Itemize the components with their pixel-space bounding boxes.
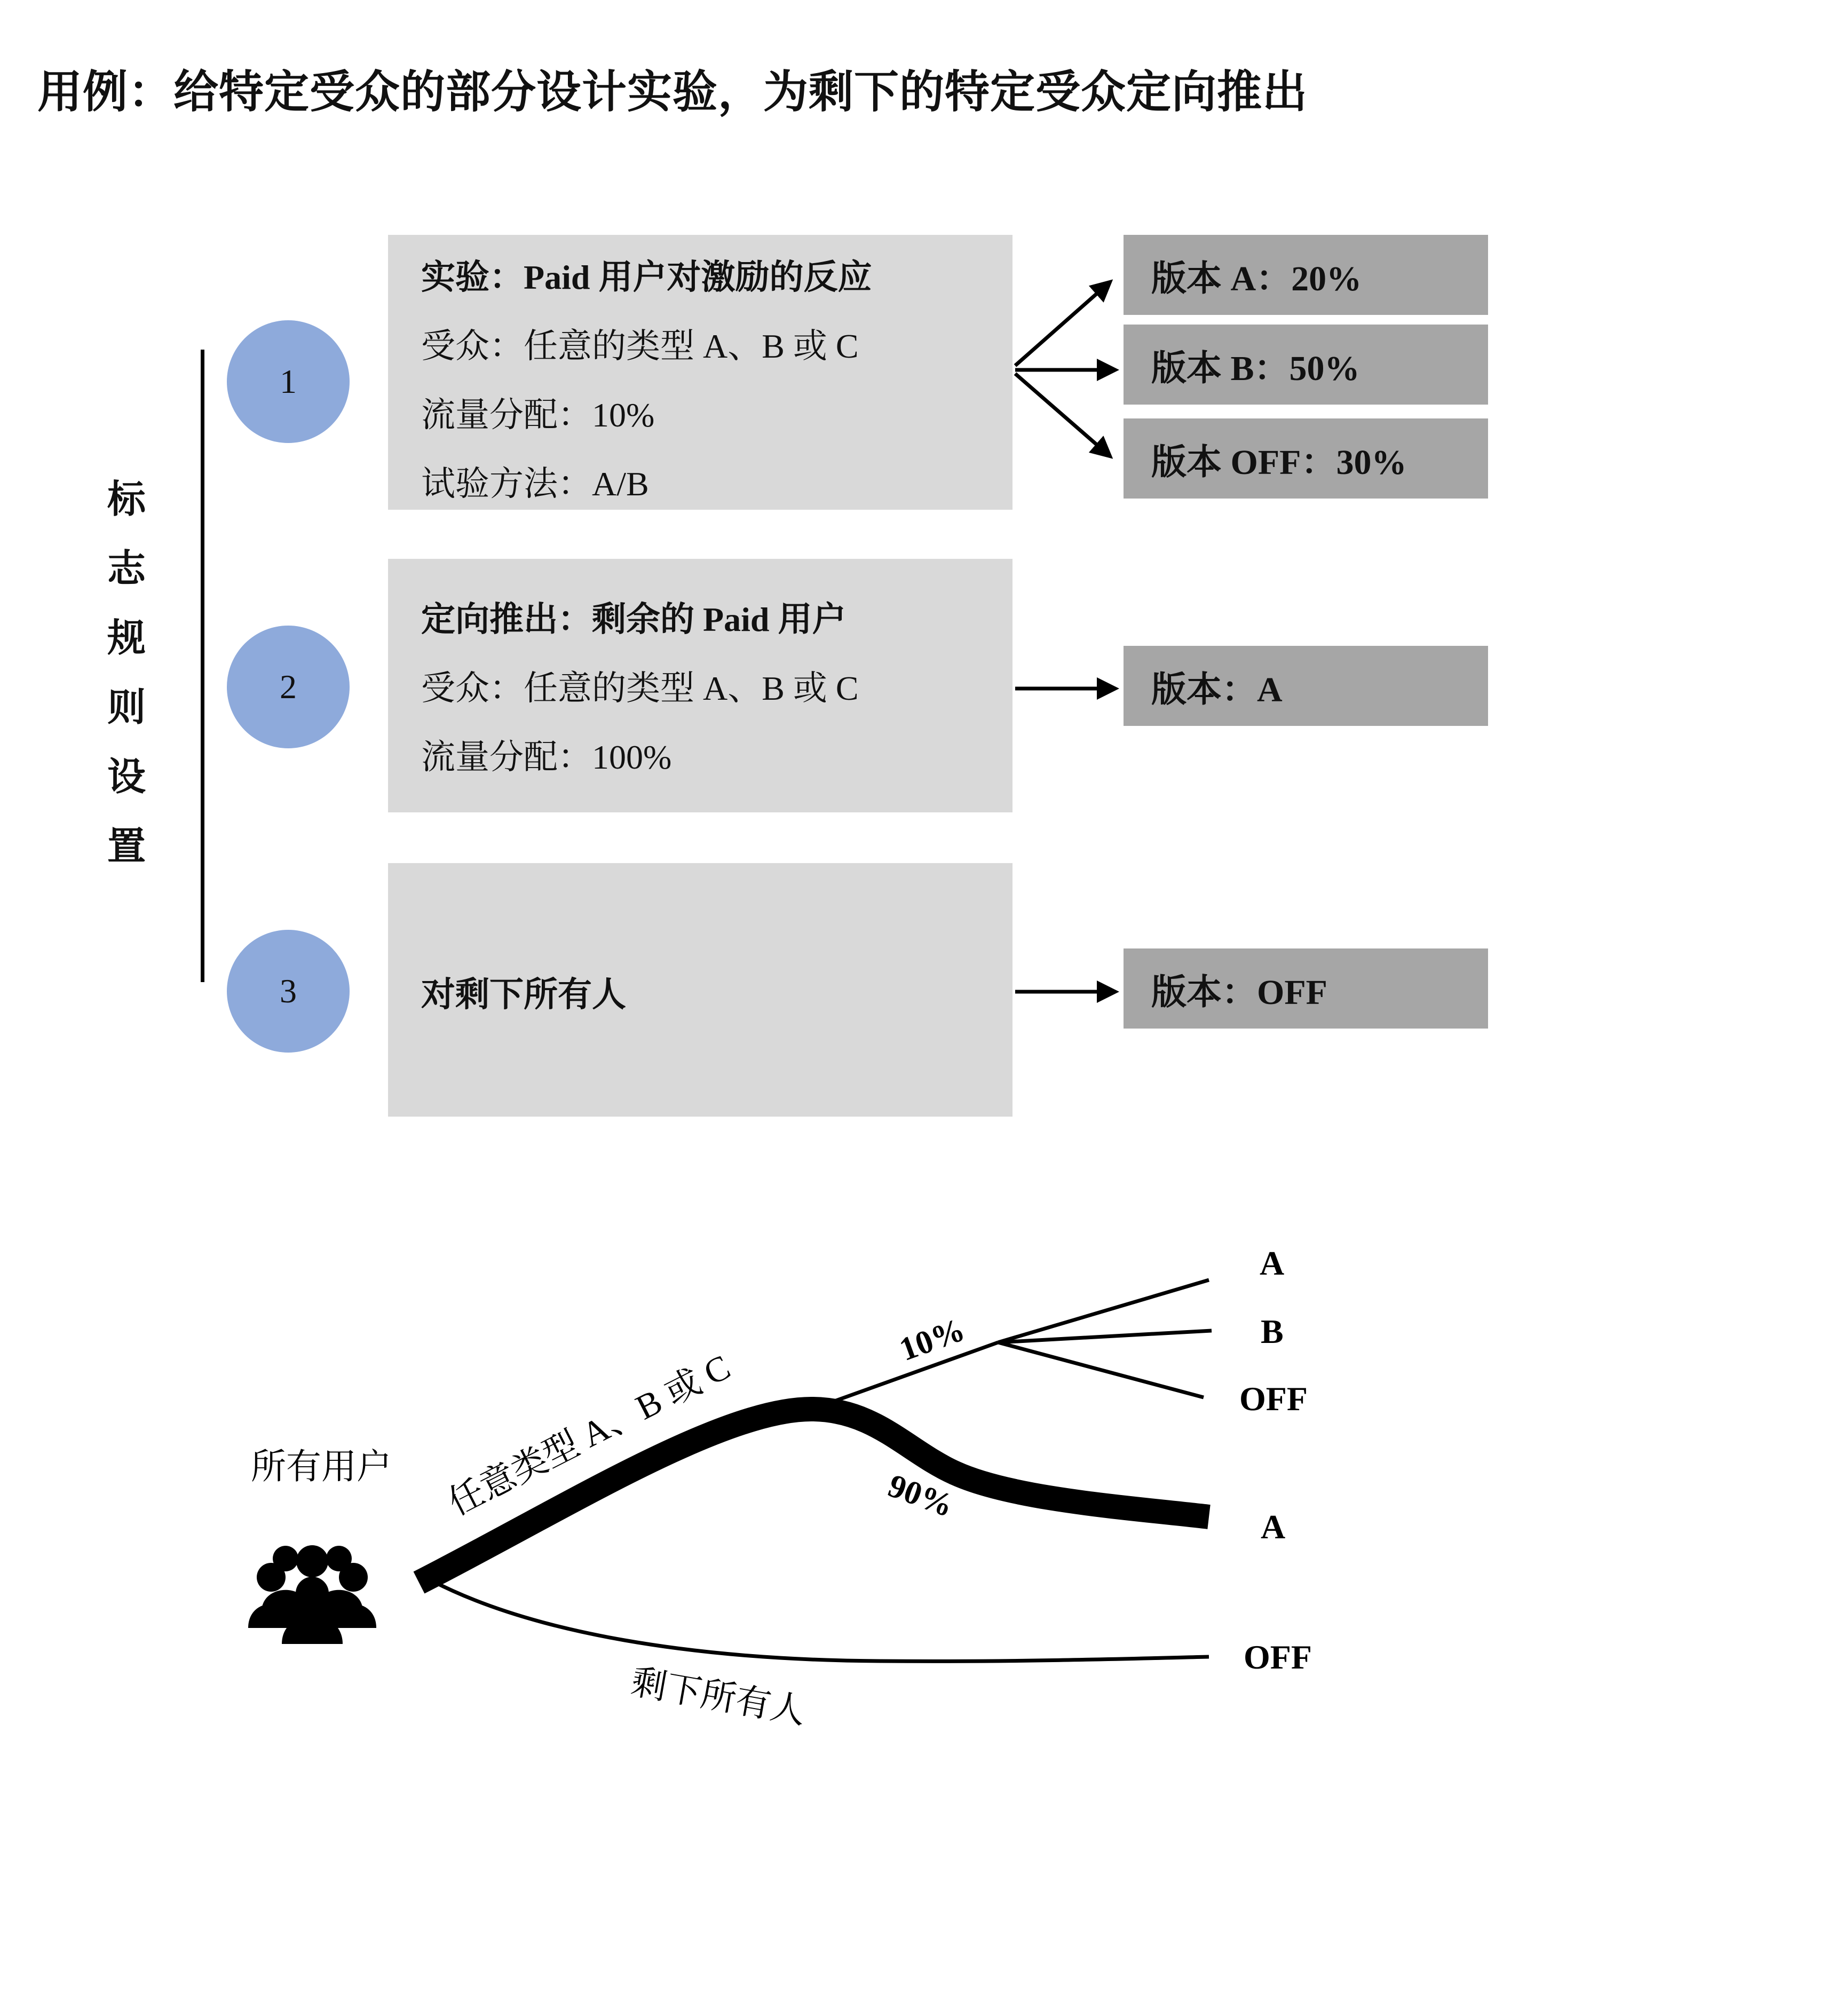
rule-1-version-a: 版本 A：20% bbox=[1124, 235, 1488, 315]
rule-2-title: 定向推出：剩余的 Paid 用户 bbox=[421, 600, 847, 638]
branch-rest-label: 剩下所有人 bbox=[628, 1662, 809, 1732]
rule-number-text: 1 bbox=[280, 362, 297, 400]
rule-3-version: 版本：OFF bbox=[1124, 948, 1488, 1029]
side-label-char: 标 bbox=[107, 476, 146, 521]
branch-leaf-off bbox=[998, 1342, 1204, 1397]
leaf-experiment-a: A bbox=[1260, 1244, 1285, 1282]
rule-1-traffic: 流量分配：10% bbox=[421, 396, 655, 434]
rule-1-audience: 受众：任意的类型 A、B 或 C bbox=[421, 327, 859, 365]
branch-rest bbox=[432, 1581, 1209, 1661]
all-users-label: 所有用户 bbox=[251, 1448, 392, 1487]
rule-3-title: 对剩下所有人 bbox=[421, 976, 626, 1014]
split-90-label: 90% bbox=[883, 1467, 958, 1524]
rule-2-version: 版本：A bbox=[1124, 646, 1488, 726]
arrow-to-version-off bbox=[1015, 374, 1110, 456]
arrow-to-version-a bbox=[1015, 282, 1110, 366]
rule-2-traffic: 流量分配：100% bbox=[421, 738, 672, 776]
side-label-char: 设 bbox=[107, 754, 146, 799]
rule-1-method: 试验方法：A/B bbox=[421, 465, 649, 503]
rule-1-version-b: 版本 B：50% bbox=[1124, 325, 1488, 405]
people-group-icon bbox=[248, 1545, 376, 1644]
rule-number-text: 2 bbox=[280, 668, 297, 706]
rule-1-title: 实验：Paid 用户对激励的反应 bbox=[421, 258, 872, 296]
rule-2-audience: 受众：任意的类型 A、B 或 C bbox=[421, 669, 859, 707]
side-label-char: 置 bbox=[107, 823, 146, 868]
branch-main-thick bbox=[419, 1409, 1209, 1583]
side-label-char: 志 bbox=[107, 545, 146, 591]
split-10-label: 10% bbox=[895, 1311, 970, 1369]
leaf-experiment-b: B bbox=[1261, 1313, 1284, 1350]
branch-main-label: 任意类型 A、B 或 C bbox=[442, 1347, 737, 1523]
leaf-rest-off: OFF bbox=[1244, 1638, 1312, 1676]
rule-number-text: 3 bbox=[280, 972, 297, 1010]
leaf-rollout-a: A bbox=[1261, 1508, 1286, 1546]
leaf-experiment-off: OFF bbox=[1239, 1380, 1308, 1418]
side-label-char: 则 bbox=[107, 684, 146, 730]
rule-1-version-off: 版本 OFF：30% bbox=[1124, 418, 1488, 499]
side-label-char: 规 bbox=[107, 615, 146, 660]
page-title: 用例：给特定受众的部分设计实验，为剩下的特定受众定向推出 bbox=[37, 65, 1308, 118]
